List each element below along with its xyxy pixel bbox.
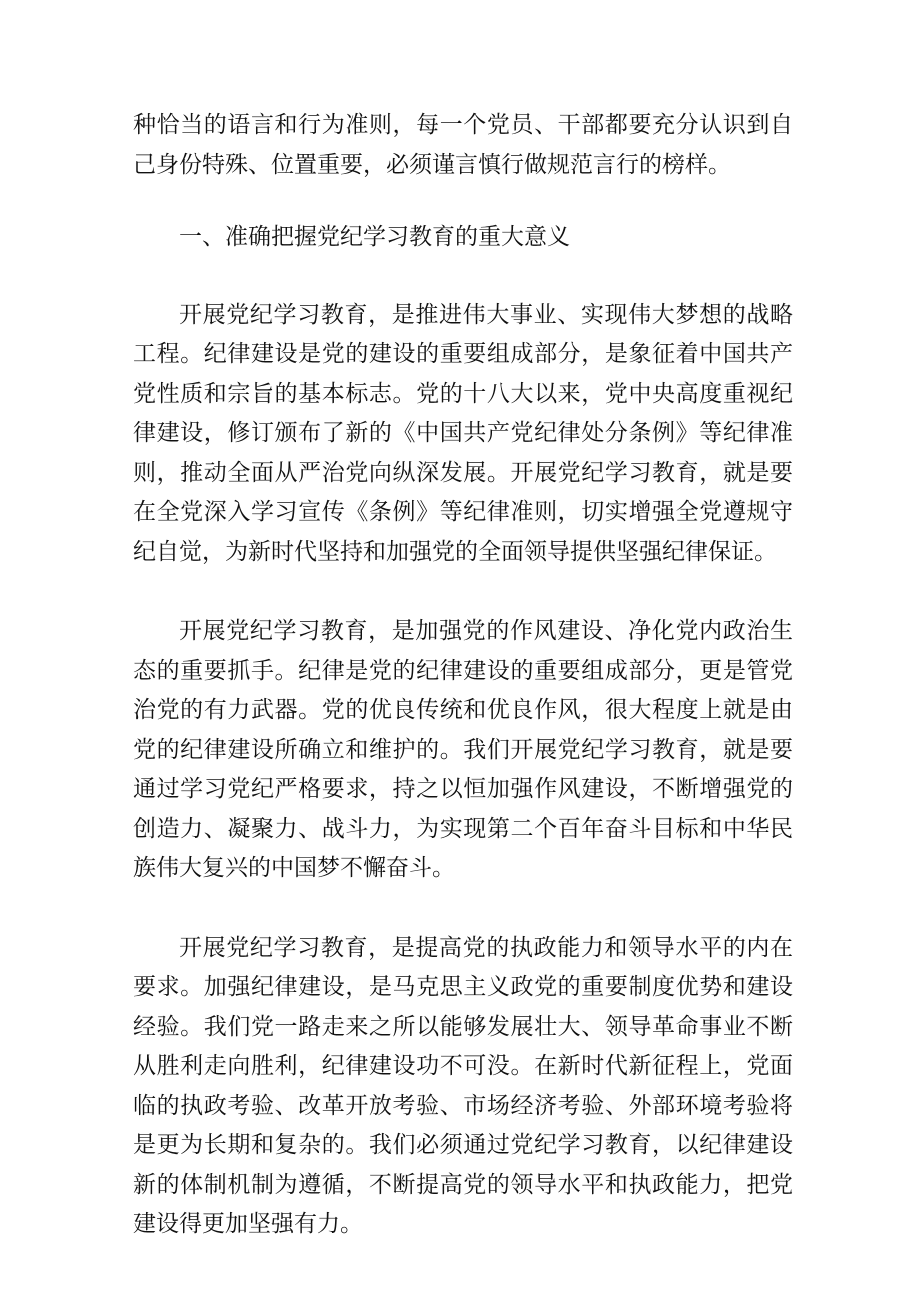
document-body: [133, 106, 793, 1245]
body-paragraph-2: 开展党纪学习教育，是加强党的作风建设、净化党内政治生态的重要抓手。纪律是党的纪律建设的重要组成部分，更是管党治党的有力武器。党的优良传统和优良作风，很大程度上就是由党的纪律建设所确立和维护的。我们开展党纪学习教育，就是要通过学习党纪严格要求，持之以恒加强作风建设，不断增强党的创造力、凝聚力、战斗力，为实现第二个百年奋斗目标和中华民族伟大复兴的中国梦不懈奋斗。: [133, 618, 793, 881]
continuation-paragraph: 种恰当的语言和行为准则，每一个党员、干部都要充分认识到自己身份特殊、位置重要，必须谨言慎行做规范言行的榜样。: [133, 112, 793, 178]
body-paragraph-3: 开展党纪学习教育，是提高党的执政能力和领导水平的内在要求。加强纪律建设，是马克思主义政党的重要制度优势和建设经验。我们党一路走来之所以能够发展壮大、领导革命事业不断从胜利走向胜利，纪律建设功不可没。在新时代新征程上，党面临的执政考验、改革开放考验、市场经济考验、外部环境考验将是更为长期和复杂的。我们必须通过党纪学习教育，以纪律建设新的体制机制为遵循，不断提高党的领导水平和执政能力，把党建设得更加坚强有力。: [133, 934, 793, 1237]
body-paragraph-1: 开展党纪学习教育，是推进伟大事业、实现伟大梦想的战略工程。纪律建设是党的建设的重要组成部分，是象征着中国共产党性质和宗旨的基本标志。党的十八大以来，党中央高度重视纪律建设，修订颁布了新的《中国共产党纪律处分条例》等纪律准则，推动全面从严治党向纵深发展。开展党纪学习教育，就是要在全党深入学习宣传《条例》等纪律准则，切实增强全党遵规守纪自觉，为新时代坚持和加强党的全面领导提供坚强纪律保证。: [133, 301, 793, 565]
section-heading: 一、准确把握党纪学习教育的重大意义: [179, 224, 570, 250]
